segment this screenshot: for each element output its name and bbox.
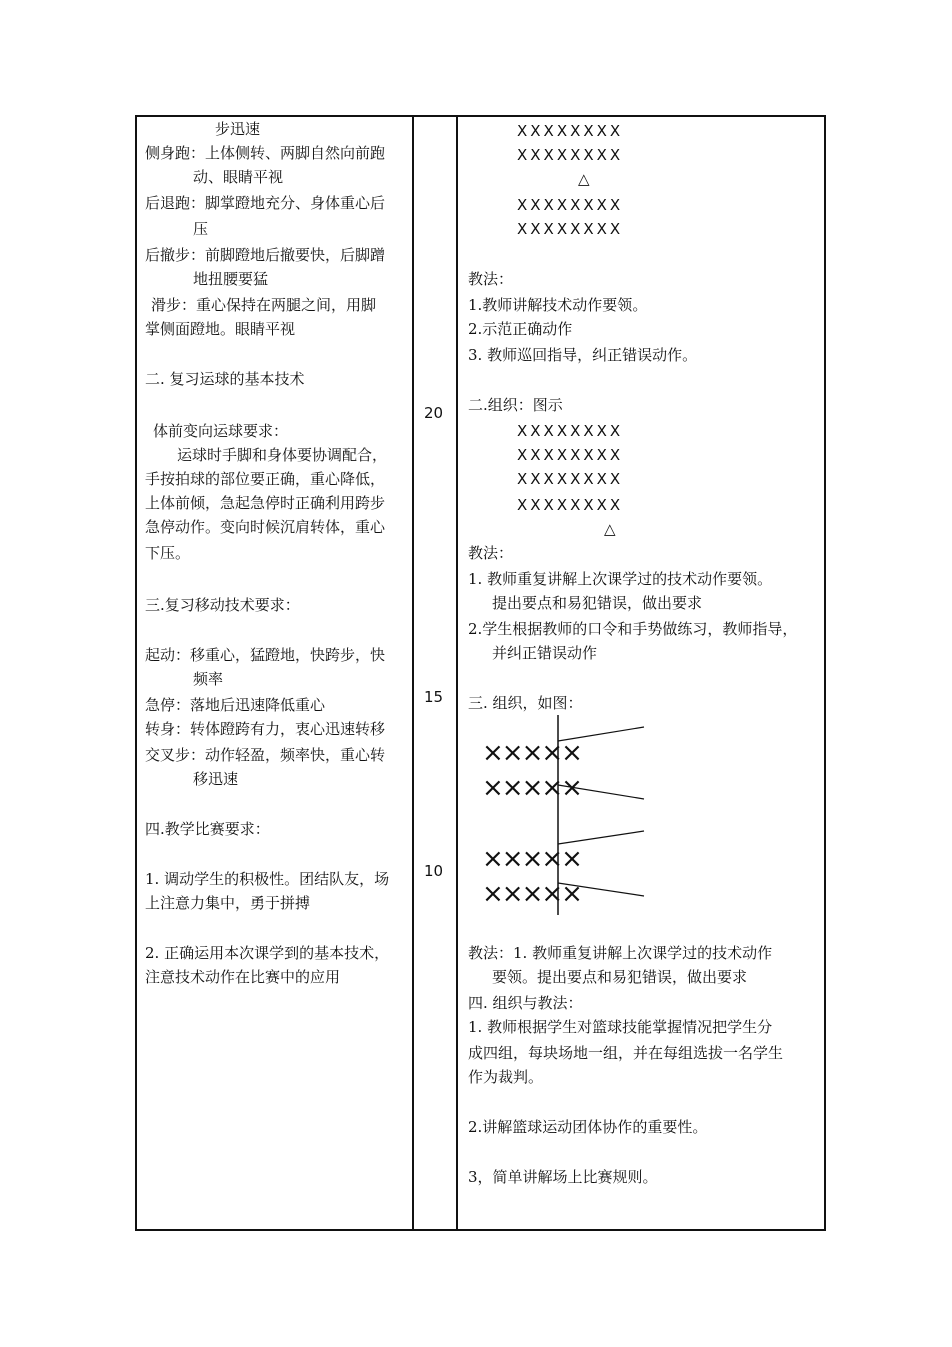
player-row: ××××× <box>482 879 581 909</box>
text-line: 2.学生根据教师的口令和手势做练习，教师指导， <box>468 620 798 638</box>
text-line: 作为裁判。 <box>468 1068 544 1086</box>
text-line: 2. 正确运用本次课学到的基本技术， <box>145 944 390 962</box>
text-line: 动、眼睛平视 <box>193 168 284 186</box>
section-heading: 二. 复习运球的基本技术 <box>145 370 305 388</box>
text-line: 急停动作。变向时候沉肩转体，重心 <box>145 518 386 536</box>
player-row: ××××× <box>482 844 581 874</box>
text-line: 手按拍球的部位要正确，重心降低， <box>145 470 386 488</box>
formation-row: XXXXXXXX <box>517 446 624 464</box>
text-line: 2.讲解篮球运动团体协作的重要性。 <box>468 1118 708 1136</box>
text-line: 步迅速 <box>215 120 261 138</box>
text-line: 滑步：重心保持在两腿之间，用脚 <box>151 296 377 314</box>
time-value: 15 <box>424 688 444 706</box>
text-line: 二.组织：图示 <box>468 396 563 414</box>
text-line: 1. 教师根据学生对篮球技能掌握情况把学生分 <box>468 1018 773 1036</box>
text-line: 上体前倾，急起急停时正确利用跨步 <box>145 494 386 512</box>
text-line: 并纠正错误动作 <box>492 644 598 662</box>
text-line: 提出要点和易犯错误，做出要求 <box>492 594 703 612</box>
text-line: 体前变向运球要求： <box>153 422 289 440</box>
text-line: 注意技术动作在比赛中的应用 <box>145 968 341 986</box>
text-line: 成四组，每块场地一组，并在每组选拔一名学生 <box>468 1044 784 1062</box>
section-heading: 四.教学比赛要求： <box>145 820 270 838</box>
text-line: 教法： <box>468 544 514 562</box>
player-row: ××××× <box>482 738 581 768</box>
text-line: 起动：移重心，猛蹬地，快跨步，快 <box>145 646 386 664</box>
formation-row: XXXXXXXX <box>517 122 624 140</box>
text-line: 转身：转体蹬跨有力，衷心迅速转移 <box>145 720 386 738</box>
text-line: 交叉步：动作轻盈，频率快，重心转 <box>145 746 386 764</box>
time-value: 10 <box>424 862 444 880</box>
lesson-table <box>135 115 826 1231</box>
text-line: 1. 调动学生的积极性。团结队友，场 <box>145 870 390 888</box>
text-line: 3. 教师巡回指导，纠正错误动作。 <box>468 346 698 364</box>
text-line: 侧身跑：上体侧转、两脚自然向前跑 <box>145 144 386 162</box>
formation-row: XXXXXXXX <box>517 470 624 488</box>
formation-row: XXXXXXXX <box>517 496 624 514</box>
text-line: 频率 <box>193 670 224 688</box>
text-line: 地扭腰要猛 <box>193 270 269 288</box>
formation-row: XXXXXXXX <box>517 422 624 440</box>
text-line: 后撤步：前脚蹬地后撤要快，后脚蹭 <box>145 246 386 264</box>
formation-row: XXXXXXXX <box>517 220 624 238</box>
teacher-triangle: △ <box>604 520 616 538</box>
text-line: 运球时手脚和身体要协调配合， <box>177 446 388 464</box>
text-line: 要领。提出要点和易犯错误，做出要求 <box>492 968 748 986</box>
text-line: 上注意力集中，勇于拼搏 <box>145 894 311 912</box>
text-line: 1.教师讲解技术动作要领。 <box>468 296 648 314</box>
text-line: 急停：落地后迅速降低重心 <box>145 696 326 714</box>
text-line: 1. 教师重复讲解上次课学过的技术动作要领。 <box>468 570 773 588</box>
section-heading: 三. 组织，如图： <box>468 694 583 712</box>
formation-row: XXXXXXXX <box>517 146 624 164</box>
section-heading: 四. 组织与教法： <box>468 994 583 1012</box>
teacher-triangle: △ <box>578 170 590 188</box>
player-row: ××××× <box>482 773 581 803</box>
text-line: 掌侧面蹬地。眼睛平视 <box>145 320 296 338</box>
text-line: 后退跑：脚掌蹬地充分、身体重心后 <box>145 194 386 212</box>
text-line: 教法：1. 教师重复讲解上次课学过的技术动作 <box>468 944 773 962</box>
text-line: 下压。 <box>145 544 191 562</box>
text-line: 教法： <box>468 270 514 288</box>
formation-row: XXXXXXXX <box>517 196 624 214</box>
text-line: 2.示范正确动作 <box>468 320 573 338</box>
section-heading: 三.复习移动技术要求： <box>145 596 300 614</box>
text-line: 3，简单讲解场上比赛规则。 <box>468 1168 658 1186</box>
text-line: 压 <box>193 220 209 238</box>
text-line: 移迅速 <box>193 770 239 788</box>
time-value: 20 <box>424 404 444 422</box>
